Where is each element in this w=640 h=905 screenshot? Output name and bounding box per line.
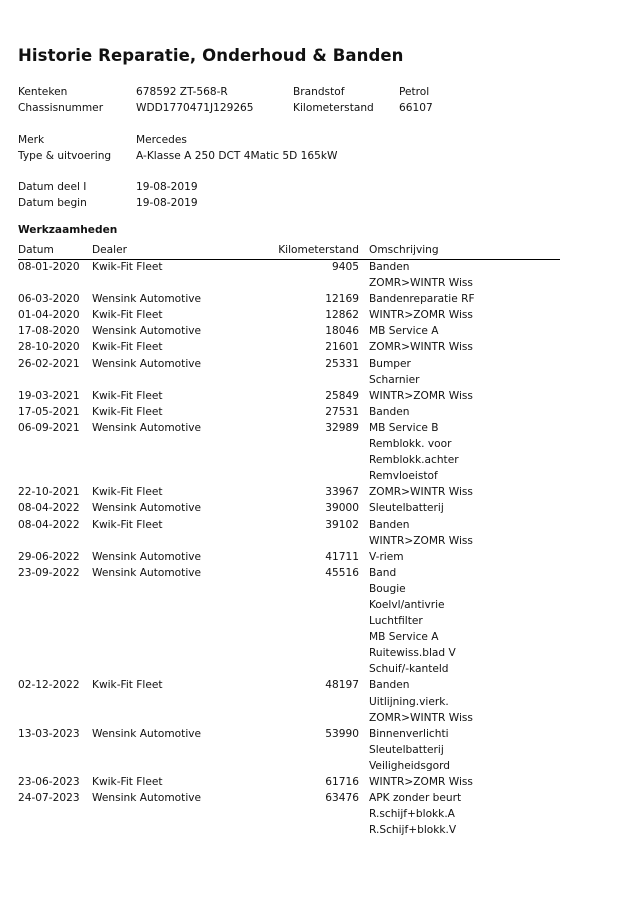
kenteken-value: 678592 ZT-568-R [136,86,228,98]
cell-km: 53990 [325,727,359,740]
table-row [18,533,560,549]
cell-desc: Banden [369,679,410,692]
table-row [18,404,560,420]
cell-dealer: Kwik-Fit Fleet [92,776,163,788]
table-row [18,356,560,372]
table-row [18,758,560,774]
cell-date: 23-06-2023 [18,776,80,788]
cell-date: 08-04-2022 [18,518,80,531]
table-row [18,645,560,661]
cell-km: 21601 [325,341,359,354]
table-row [18,790,560,806]
cell-desc: Binnenverlichti [369,727,449,740]
cell-desc: Banden [369,518,410,531]
cell-km: 48197 [325,679,359,692]
cell-km: 45516 [325,566,359,579]
cell-desc: ZOMR>WINTR Wiss [369,341,473,354]
cell-desc: Banden [369,405,410,418]
cell-date: 08-01-2020 [18,261,80,273]
cell-desc: WINTR>ZOMR Wiss [369,309,473,322]
cell-km: 25849 [325,389,359,402]
table-row [18,774,560,790]
table-row [18,452,560,468]
cell-date: 24-07-2023 [18,792,80,805]
cell-km: 27531 [325,405,359,418]
table-row [18,565,560,581]
cell-desc: Scharnier [369,373,420,386]
cell-desc: Bougie [369,582,406,595]
cell-dealer: Kwik-Fit Fleet [92,261,163,273]
datum-deel-value: 19-08-2019 [136,181,198,193]
table-header [18,242,560,260]
cell-desc: WINTR>ZOMR Wiss [369,776,473,788]
cell-date: 06-09-2021 [18,421,80,434]
cell-dealer: Wensink Automotive [92,550,202,563]
merk-label: Merk [18,134,45,146]
cell-desc: MB Service A [369,325,439,338]
table-row [18,694,560,710]
table-row [18,742,560,758]
cell-dealer: Kwik-Fit Fleet [92,309,163,322]
cell-dealer: Kwik-Fit Fleet [92,486,163,499]
cell-date: 26-02-2021 [18,357,80,370]
datum-begin-label: Datum begin [18,197,87,209]
datum-deel-label: Datum deel I [18,181,87,193]
cell-desc: Koelvl/antivrie [369,598,445,611]
type-value: A-Klasse A 250 DCT 4Matic 5D 165kW [136,150,338,162]
cell-desc: ZOMR>WINTR Wiss [369,711,473,724]
cell-date: 08-04-2022 [18,502,80,515]
merk-value: Mercedes [136,134,187,146]
cell-desc: Uitlijning.vierk. [369,695,449,708]
cell-desc: R.schijf+blokk.A [369,808,455,821]
column-header-desc: Omschrijving [369,244,439,256]
cell-km: 39000 [325,502,359,515]
cell-dealer: Kwik-Fit Fleet [92,679,163,692]
table-row [18,822,560,838]
kilometerstand-label: Kilometerstand [293,102,374,114]
table-row [18,500,560,516]
column-header-km: Kilometerstand [278,244,359,256]
cell-km: 18046 [325,325,359,338]
cell-date: 19-03-2021 [18,389,80,402]
type-label: Type & uitvoering [18,150,112,162]
cell-dealer: Wensink Automotive [92,421,202,434]
cell-dealer: Kwik-Fit Fleet [92,518,163,531]
table-row [18,436,560,452]
cell-dealer: Wensink Automotive [92,293,202,306]
cell-date: 13-03-2023 [18,727,80,740]
cell-date: 29-06-2022 [18,550,80,563]
cell-desc: Band [369,566,397,579]
chassis-value: WDD1770471J129265 [136,102,254,114]
cell-date: 01-04-2020 [18,309,80,322]
cell-desc: Banden [369,261,410,273]
table-row [18,420,560,436]
table-row [18,597,560,613]
cell-dealer: Wensink Automotive [92,357,202,370]
cell-km: 25331 [325,357,359,370]
chassis-label: Chassisnummer [18,102,104,114]
cell-dealer: Wensink Automotive [92,727,202,740]
cell-desc: Ruitewiss.blad V [369,647,456,660]
cell-desc: Remblokk. voor [369,438,452,451]
table-row [18,259,560,275]
table-row [18,661,560,677]
cell-dealer: Wensink Automotive [92,566,202,579]
cell-date: 17-05-2021 [18,405,80,418]
cell-desc: ZOMR>WINTR Wiss [369,486,473,499]
brandstof-value: Petrol [399,86,430,98]
table-row [18,677,560,693]
brandstof-label: Brandstof [293,86,345,98]
datum-begin-value: 19-08-2019 [136,197,198,209]
cell-date: 23-09-2022 [18,566,80,579]
cell-desc: APK zonder beurt [369,792,462,805]
table-row [18,323,560,339]
cell-desc: WINTR>ZOMR Wiss [369,389,473,402]
cell-km: 61716 [325,776,359,788]
table-row [18,726,560,742]
cell-dealer: Wensink Automotive [92,792,202,805]
table-row [18,291,560,307]
cell-date: 02-12-2022 [18,679,80,692]
cell-km: 33967 [325,486,359,499]
cell-desc: Schuif/-kanteld [369,663,449,676]
cell-desc: Bandenreparatie RF [369,293,475,306]
table-row [18,629,560,645]
cell-desc: Sleutelbatterij [369,743,444,756]
table-row [18,710,560,726]
table-body [18,259,560,838]
cell-km: 32989 [325,421,359,434]
table-row [18,613,560,629]
cell-dealer: Kwik-Fit Fleet [92,405,163,418]
cell-dealer: Wensink Automotive [92,325,202,338]
cell-desc: V-riem [369,550,404,563]
table-row [18,275,560,291]
cell-date: 28-10-2020 [18,341,80,354]
kilometerstand-value: 66107 [399,102,433,114]
cell-desc: WINTR>ZOMR Wiss [369,534,473,547]
table-row [18,388,560,404]
cell-desc: ZOMR>WINTR Wiss [369,277,473,290]
table-row [18,468,560,484]
column-header-dealer: Dealer [92,244,127,256]
cell-desc: Remblokk.achter [369,454,459,467]
table-row [18,517,560,533]
table-row [18,581,560,597]
cell-desc: Sleutelbatterij [369,502,444,515]
cell-desc: Bumper [369,357,411,370]
cell-date: 17-08-2020 [18,325,80,338]
cell-km: 12169 [325,293,359,306]
table-row [18,549,560,565]
cell-dealer: Kwik-Fit Fleet [92,341,163,354]
cell-dealer: Kwik-Fit Fleet [92,389,163,402]
cell-km: 39102 [325,518,359,531]
cell-desc: Luchtfilter [369,615,423,628]
cell-desc: R.Schijf+blokk.V [369,824,457,837]
cell-desc: Veiligheidsgord [369,759,451,772]
page-title: Historie Reparatie, Onderhoud & Banden [18,46,404,65]
table-row [18,484,560,500]
cell-dealer: Wensink Automotive [92,502,202,515]
table-row [18,372,560,388]
cell-date: 22-10-2021 [18,486,80,499]
cell-km: 41711 [325,550,359,563]
cell-date: 06-03-2020 [18,293,80,306]
section-title: Werkzaamheden [18,224,118,236]
cell-desc: Remvloeistof [369,470,438,483]
cell-km: 9405 [332,261,359,273]
table-row [18,307,560,323]
kenteken-label: Kenteken [18,86,68,98]
cell-km: 63476 [325,792,359,805]
cell-desc: MB Service A [369,631,439,644]
cell-km: 12862 [325,309,359,322]
cell-desc: MB Service B [369,421,439,434]
column-header-date: Datum [18,244,54,256]
table-row [18,339,560,355]
table-row [18,806,560,822]
